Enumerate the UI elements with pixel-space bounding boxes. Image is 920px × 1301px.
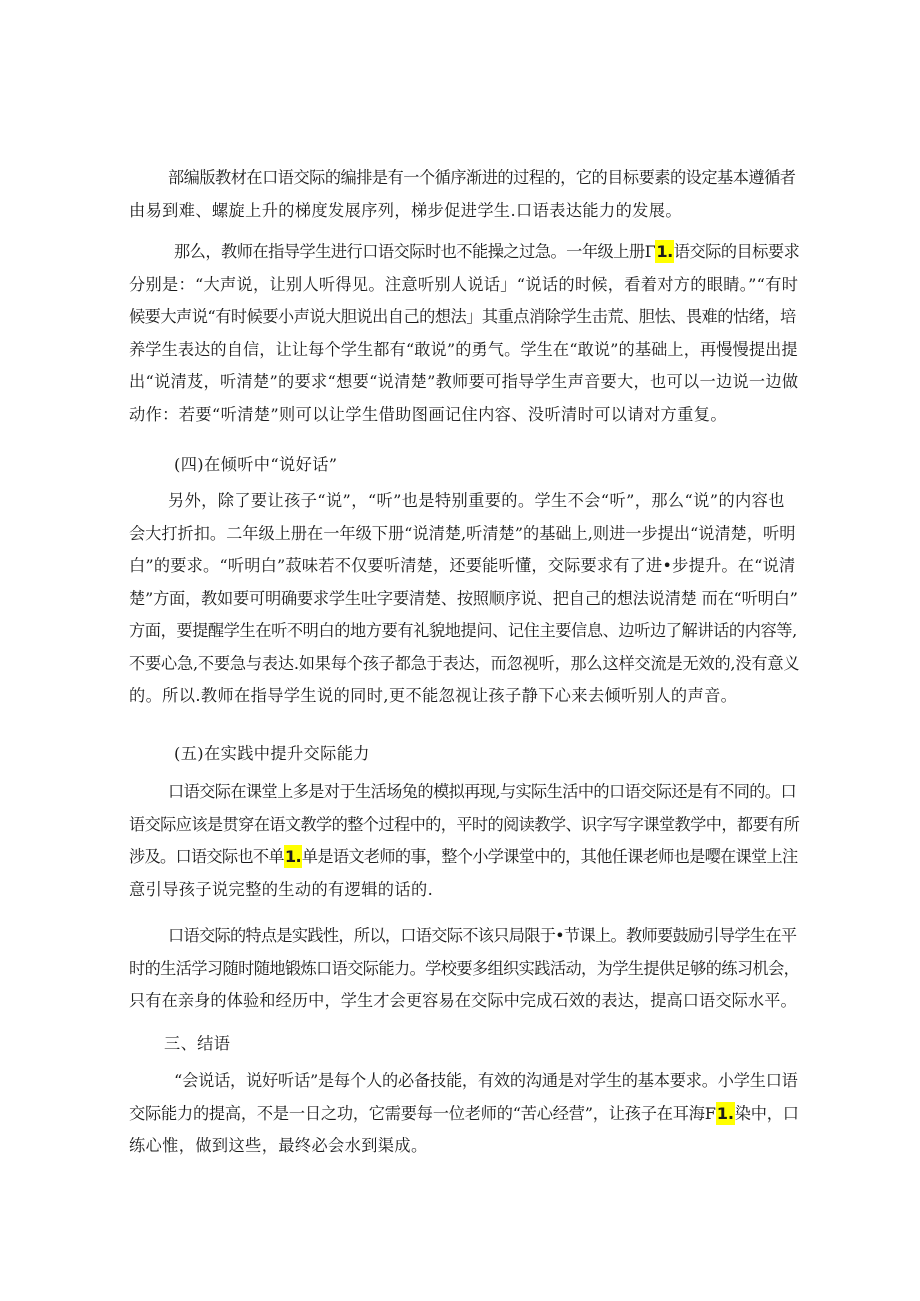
text-line-with-mark: [129, 1098, 799, 1131]
text-segment: 单是语文老师的事，整个小学课堂中的，其他任课老师也是嘤在课堂上注: [301, 847, 798, 866]
text-line: 候要大声说“有时候要小声说大胆说出自己的想法」其重点消除学生击荒、胆怯、畏难的怙绪，培: [129, 307, 796, 326]
text-segment: 语交际的目标要求: [673, 242, 800, 261]
text-line: “会说话，说好听话”是每个人的必备技能，有效的沟通是对学生的基本要求。小学生口语: [174, 1071, 798, 1090]
text-segment: 那么，教师在指导学生进行口语交际时也不能操之过急。一年级上册Γ: [174, 242, 656, 261]
paragraph-grade-one: [129, 236, 799, 431]
text-line: 白”的要求。“听明白”菽味若不仅要听清楚，还要能听懂，交际要求有了进•步提升。在“说清: [129, 556, 796, 575]
text-line: 部编版教材在口语交际的编排是有一个循序渐进的过程的，它的目标要素的设定基本遵循者: [168, 168, 796, 187]
text-line: 口语交际在课堂上多是对于生活场兔的模拟再现,与实际生活中的口语交际还是有不同的。口: [168, 782, 797, 801]
text-line: 时的生活学习随时随地锻炼口语交际能力。学校要多组织实践活动，为学生提供足够的练习机会，: [129, 958, 800, 978]
highlight-mark: 1.: [284, 847, 301, 866]
heading-text: (四)在倾听中“说好话”: [174, 455, 338, 474]
paragraph-intro: [129, 162, 799, 227]
highlight-mark: 1.: [656, 242, 673, 261]
text-line-with-mark: [129, 841, 799, 874]
text-line: 语交际应该是贯穿在语文教学的整个过程中的，平时的阅读教学、识字写字课堂教学中，都要有所: [129, 814, 800, 834]
text-line: 会大打折扣。二年级上册在一年级下册“说清楚,听清楚”的基础上,则进一步提出“说清楚，听明: [129, 523, 796, 543]
text-line-with-mark: [129, 236, 799, 269]
text-line: 养学生表达的自信，让让每个学生都有“敢说”的勇气。学生在“敢说”的基础上，再慢慢提出提: [129, 339, 798, 359]
paragraph-practicality: [129, 920, 799, 1018]
heading-text: 三、结语: [164, 1034, 231, 1053]
text-segment: 染中，口: [734, 1103, 799, 1123]
highlight-mark: 1.: [716, 1103, 734, 1123]
heading-text: (五)在实践中提升交际能力: [174, 744, 370, 763]
text-line: 另外，除了要让孩子“说”，“听”也是特别重要的。学生不会“听”，那么“说”的内容也: [168, 491, 785, 510]
text-line: 不要心急,不要急与表达.如果每个孩子都急于表达，而忽视听，那么这样交流是无效的,没有意义: [129, 653, 800, 673]
text-line: 楚”方面，教如要可明确要求学生吐字要清楚、按照顺序说、把自己的想法说清楚 而在“听明白”: [129, 588, 798, 608]
text-line: 的。所以.教师在指导学生说的同时,更不能忽视让孩子静下心来去倾听别人的声音。: [129, 686, 738, 705]
paragraph-listening: [129, 485, 799, 713]
text-segment: 涉及。口语交际也不单: [129, 847, 284, 866]
text-segment: 交际能力的提高，不是一日之功，它需要每一位老师的“苦心经营”，让孩子在耳海F: [129, 1103, 716, 1123]
section-heading-conclusion: [129, 1028, 799, 1061]
section-heading-practice: [129, 738, 799, 771]
text-line: 动作：若要“听清楚”则可以让学生借助图画记住内容、没听清时可以请对方重复。: [129, 404, 727, 424]
text-line: 分别是：“大声说，让别人听得见。注意听别人说话」“说话的时候，看着对方的眼睛。”“有时: [129, 274, 799, 294]
paragraph-conclusion: [129, 1065, 799, 1163]
paragraph-practice: [129, 776, 799, 906]
text-line: 意引导孩子说完整的生动的有逻辑的话的.: [129, 879, 434, 899]
text-line: 练心惟，做到这些，最终必会水到渠成。: [129, 1136, 428, 1155]
text-line: 方面，要提醒学生在听不明白的地方要有礼貌地提问、记住主要信息、边听边了解讲话的内容等,: [129, 621, 797, 640]
text-line: 只有在亲身的体验和经历中，学生才会更容易在交际中完成石效的表达，提高口语交际水平。: [129, 991, 797, 1010]
text-line: 口语交际的特点是实践性，所以，口语交际不该只局限于•节课上。教师要鼓励引导学生在平: [168, 926, 797, 945]
text-line: 由易到难、螺旋上升的梯度发展序列，梯步促进学生.口语表达能力的发展。: [129, 200, 682, 220]
text-line: 出“说清芨，听清楚”的要求“想要“说清楚”教师要可指导学生声音要大，也可以一边说一边做: [129, 372, 799, 391]
section-heading-listening: [129, 449, 799, 482]
